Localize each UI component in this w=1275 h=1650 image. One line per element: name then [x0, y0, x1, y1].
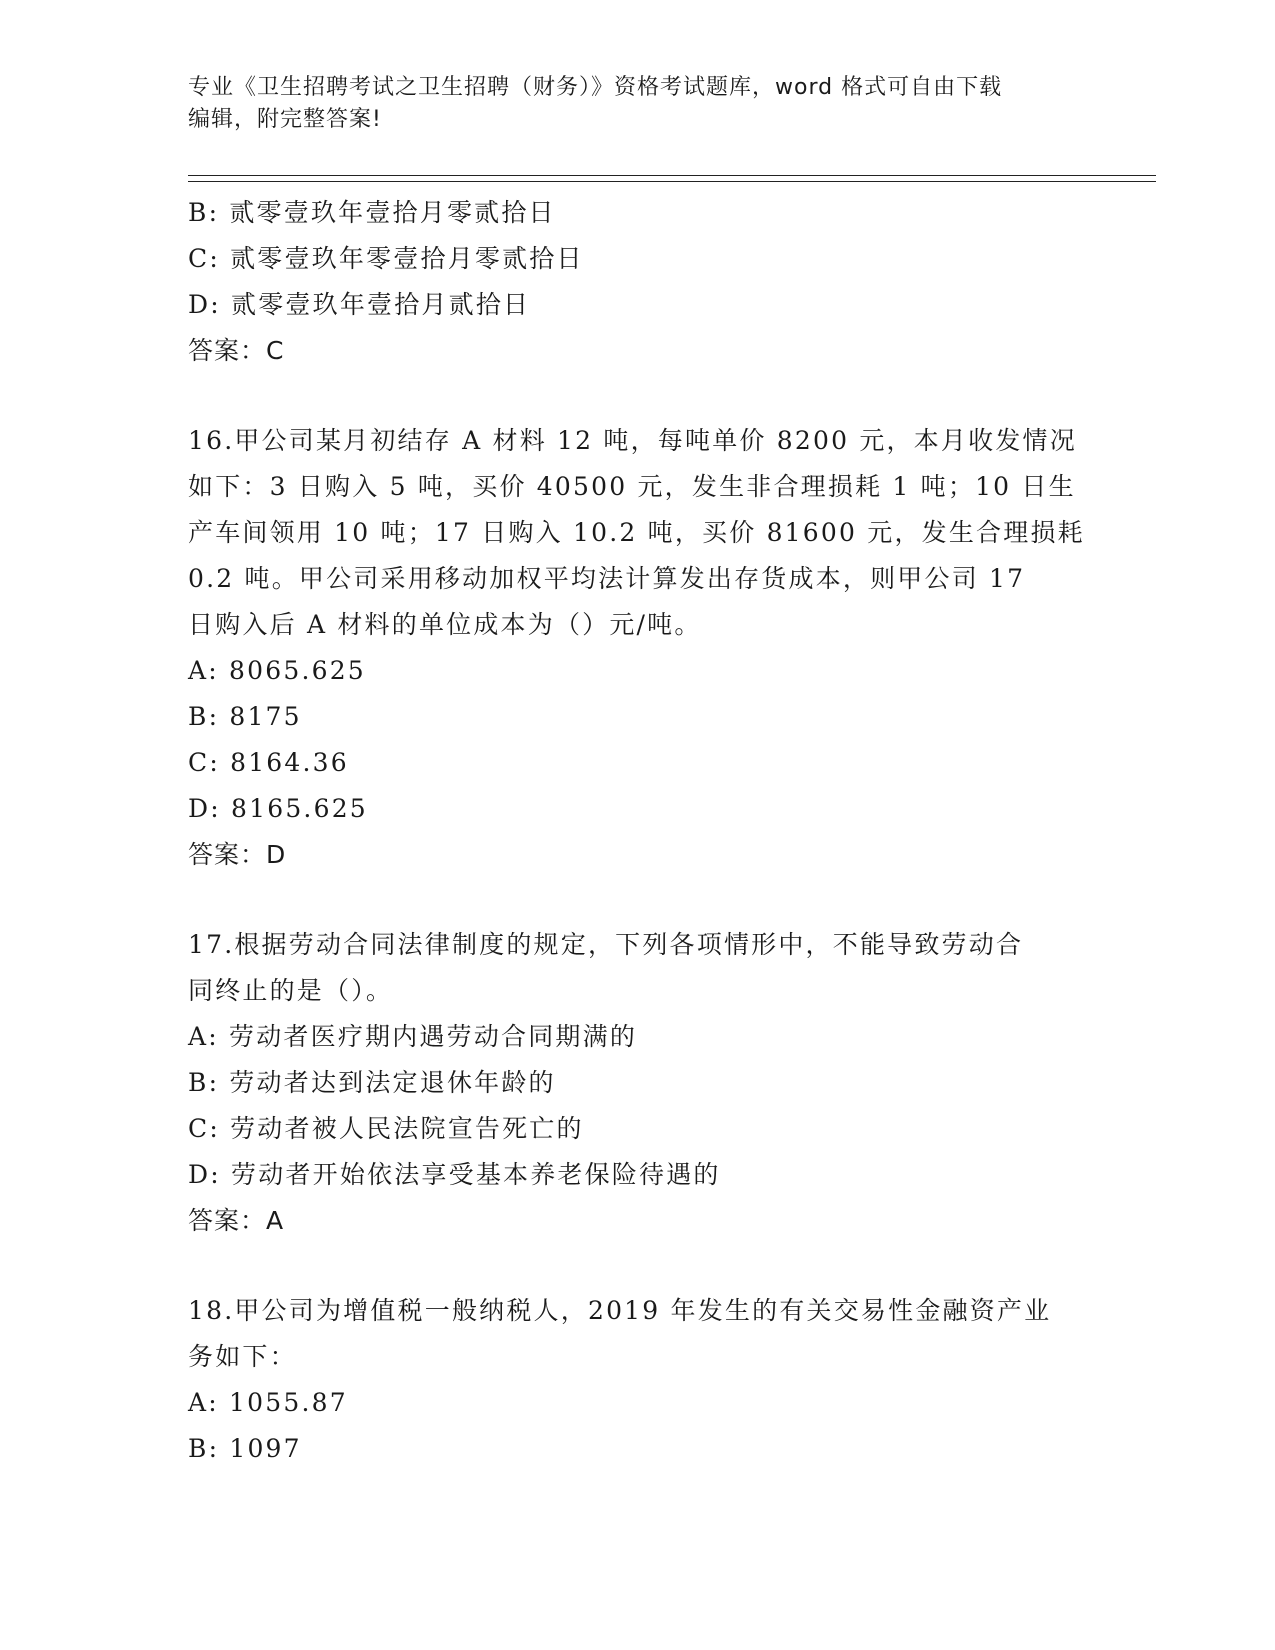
question-text-line: 日购入后 A 材料的单位成本为（）元/吨。: [188, 610, 702, 639]
question-text-line: 0.2 吨。甲公司采用移动加权平均法计算发出存货成本，则甲公司 17: [188, 564, 1026, 593]
question-text: [188, 1288, 1088, 1380]
question-text-line: 如下：3 日购入 5 吨，买价 40500 元，发生非合理损耗 1 吨；10 日生: [188, 472, 1076, 501]
header-divider-top: [188, 175, 1156, 176]
option-c: C: 8164.36: [188, 748, 349, 777]
option-a: A: 8065.625: [188, 656, 366, 685]
question-text-line: 18.甲公司为增值税一般纳税人，2019 年发生的有关交易性金融资产业: [188, 1296, 1052, 1325]
option-a: A: 1055.87: [188, 1388, 348, 1417]
question-text-line: 产车间领用 10 吨；17 日购入 10.2 吨，买价 81600 元，发生合理损耗: [188, 518, 1085, 547]
question-17: [188, 922, 1088, 1244]
question-text-line: 务如下：: [188, 1342, 297, 1371]
header-divider-bottom: [188, 181, 1156, 182]
page-header: [188, 72, 1088, 136]
option-d: D: 8165.625: [188, 794, 368, 823]
question-16: [188, 418, 1088, 878]
question-content: [188, 190, 1088, 1472]
question-text: [188, 922, 1088, 1014]
option-b: B: 8175: [188, 702, 302, 731]
question-text-line: 同终止的是（）。: [188, 976, 394, 1005]
spacer: [188, 374, 1088, 418]
option-b: B: 1097: [188, 1434, 302, 1463]
option-c: C: 贰零壹玖年零壹拾月零贰拾日: [188, 244, 584, 273]
spacer: [188, 1244, 1088, 1288]
option-c: C: 劳动者被人民法院宣告死亡的: [188, 1114, 584, 1143]
question-text: [188, 418, 1088, 648]
option-d: D: 贰零壹玖年壹拾月贰拾日: [188, 290, 531, 319]
question-text-line: 17.根据劳动合同法律制度的规定，下列各项情形中，不能导致劳动合: [188, 930, 1024, 959]
question-text-line: 16.甲公司某月初结存 A 材料 12 吨，每吨单价 8200 元，本月收发情况: [188, 426, 1077, 455]
answer: 答案：C: [188, 336, 285, 365]
option-a: A: 劳动者医疗期内遇劳动合同期满的: [188, 1022, 638, 1051]
header-line-2: 编辑，附完整答案!: [188, 107, 382, 132]
question-18: [188, 1288, 1088, 1472]
option-b: B: 劳动者达到法定退休年龄的: [188, 1068, 556, 1097]
option-d: D: 劳动者开始依法享受基本养老保险待遇的: [188, 1160, 721, 1189]
option-b: B: 贰零壹玖年壹拾月零贰拾日: [188, 198, 556, 227]
answer: 答案：A: [188, 1206, 285, 1235]
answer: 答案：D: [188, 840, 287, 869]
header-line-1: 专业《卫生招聘考试之卫生招聘（财务）》资格考试题库，word 格式可自由下载: [188, 75, 1003, 100]
spacer: [188, 878, 1088, 922]
question-15-tail: [188, 190, 1088, 374]
